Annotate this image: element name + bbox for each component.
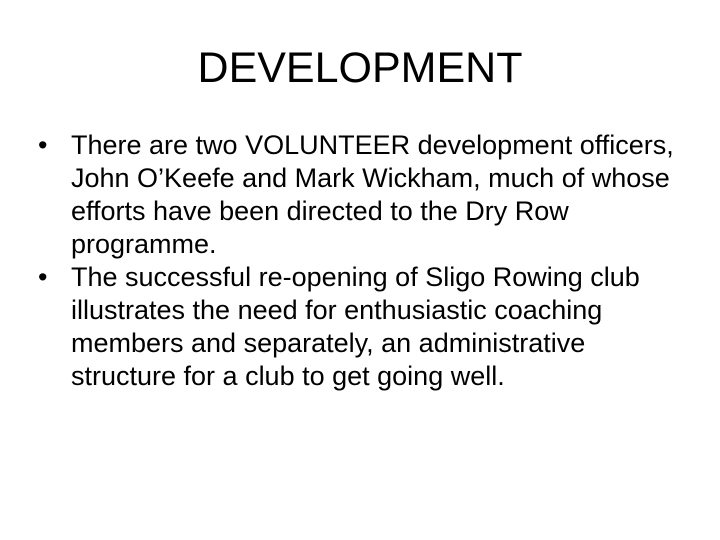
slide-title: DEVELOPMENT: [197, 44, 523, 92]
bullet-text: The successful re-opening of Sligo Rowing club illustrates the need for enthusiastic coaching members and separately, an administrative structure for a club to get going well.: [71, 262, 640, 391]
bullet-text: There are two VOLUNTEER development officers, John O’Keefe and Mark Wickham, much of whose efforts have been directed to the Dry Row programme.: [71, 130, 674, 259]
bullet-dot-icon: •: [38, 130, 48, 160]
bullet-list: [36, 129, 696, 393]
bullet-item: [36, 261, 696, 393]
bullet-dot-icon: •: [38, 262, 48, 292]
bullet-item: [36, 129, 696, 261]
